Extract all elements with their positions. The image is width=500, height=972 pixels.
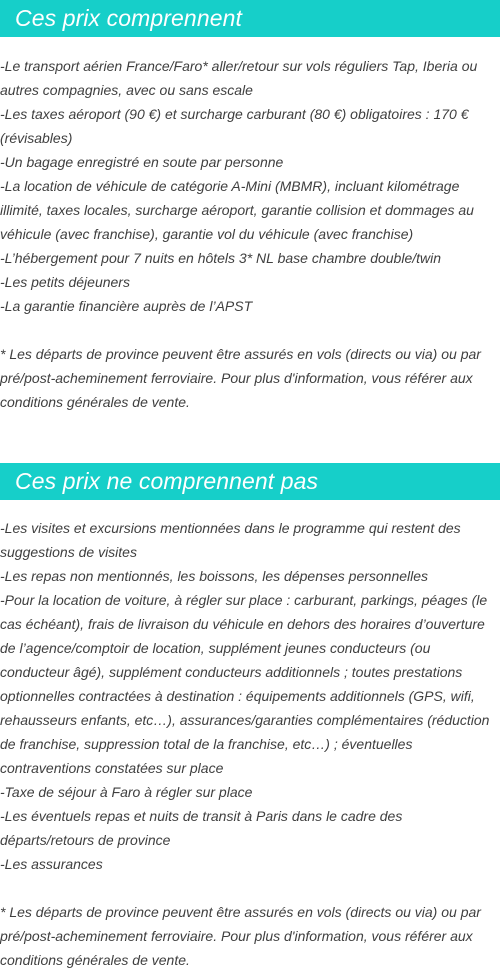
list-item: -La garantie financière auprès de l’APST <box>0 298 253 314</box>
list-item: -Les repas non mentionnés, les boissons, les dépenses personnelles <box>0 568 429 584</box>
section-title-included: Ces prix comprennent <box>0 0 500 37</box>
spacer <box>0 318 500 342</box>
list-item: -Les éventuels repas et nuits de transit à Paris dans le cadre des départs/retours de province <box>0 808 403 848</box>
list-item: -Pour la location de voiture, à régler sur place : carburant, parkings, péages (le cas échéant), frais de livraison du véhicule en dehors des horaires d’ouverture de l’agence/comptoir de location, supplément jeunes conducteurs (ou conducteur âgé), supplément conducteurs additionnels ; toutes prestations optionnelles contractées à destination : équipements additionnels (GPS, wifi, rehausseurs enfants, etc…), assurances/garanties complémentaires (réduction de franchise, suppression total de la franchise, etc…) ; éventuelles contraventions constatées sur place <box>0 592 490 776</box>
list-item: -Le transport aérien France/Faro* aller/retour sur vols réguliers Tap, Iberia ou autres compagnies, avec ou sans escale <box>0 58 478 98</box>
list-item: -La location de véhicule de catégorie A-Mini (MBMR), incluant kilométrage illimité, taxes locales, surcharge aéroport, garantie collision et dommages au véhicule (avec franchise), garantie vol du véhicule (avec franchise) <box>0 178 474 242</box>
footnote: * Les départs de province peuvent être assurés en vols (directs ou via) ou par pré/post-acheminement ferroviaire. Pour plus d'information, vous référer aux conditions générales de vente. <box>0 346 481 410</box>
section-title-excluded: Ces prix ne comprennent pas <box>0 463 500 500</box>
excluded-list <box>0 516 500 972</box>
list-item: -Les visites et excursions mentionnées dans le programme qui restent des suggestions de visites <box>0 520 461 560</box>
list-item: -Les petits déjeuners <box>0 274 130 290</box>
list-item: -L’hébergement pour 7 nuits en hôtels 3* NL base chambre double/twin <box>0 250 442 266</box>
included-list <box>0 54 500 414</box>
list-item: -Les assurances <box>0 856 103 872</box>
list-item: -Taxe de séjour à Faro à régler sur place <box>0 784 253 800</box>
list-item: -Les taxes aéroport (90 €) et surcharge carburant (80 €) obligatoires : 170 € (révisables) <box>0 106 469 146</box>
footnote: * Les départs de province peuvent être assurés en vols (directs ou via) ou par pré/post-acheminement ferroviaire. Pour plus d'information, vous référer aux conditions générales de vente. <box>0 904 481 968</box>
list-item: -Un bagage enregistré en soute par personne <box>0 154 284 170</box>
spacer <box>0 876 500 900</box>
